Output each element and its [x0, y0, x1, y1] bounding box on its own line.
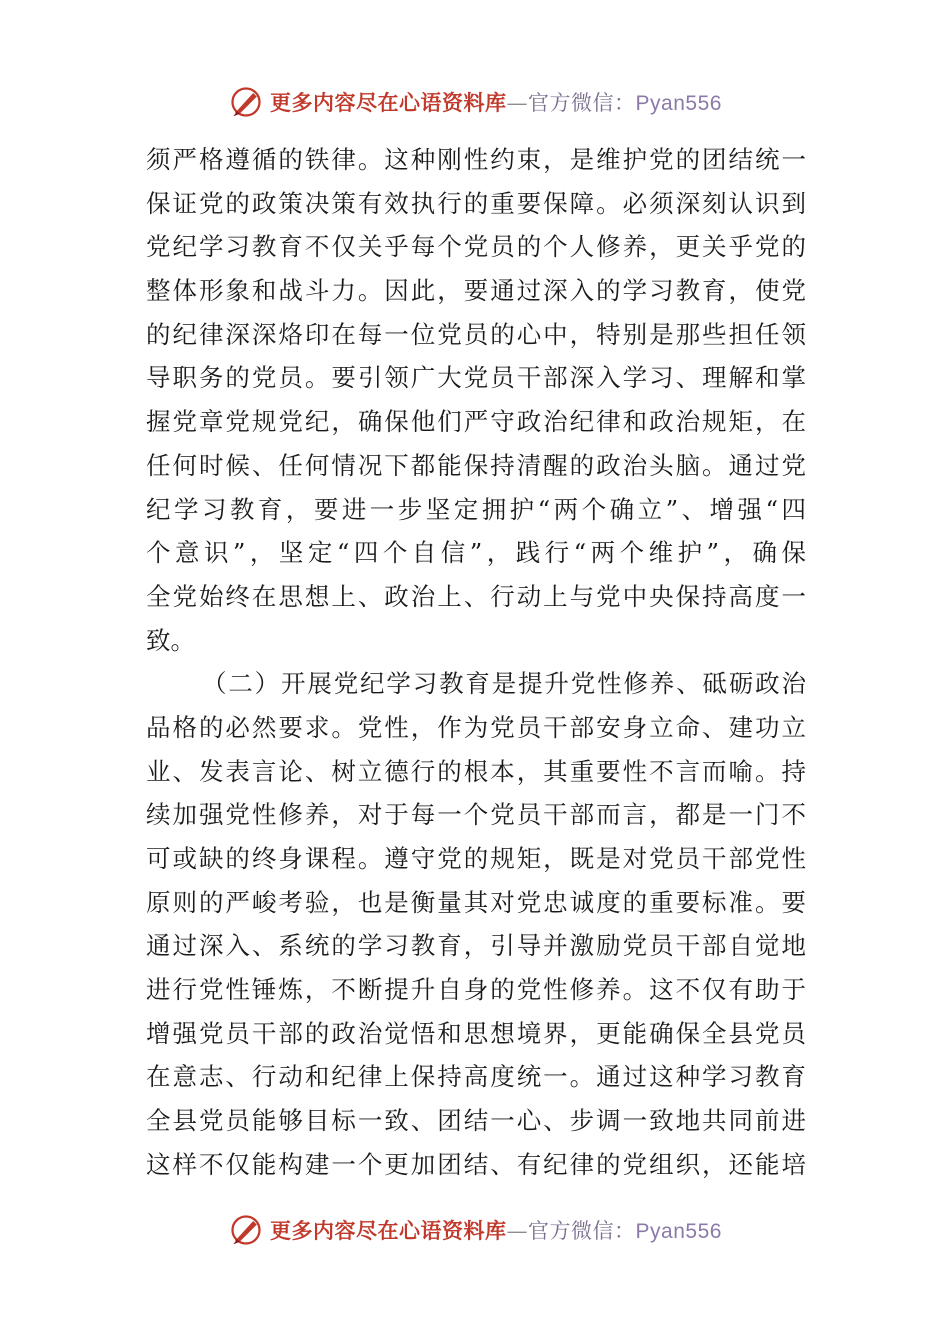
- text-line: 纪学习教育，要进一步坚定拥护“两个确立”、增强“四: [146, 494, 806, 524]
- text-line: 保证党的政策决策有效执行的重要保障。必须深刻认识到: [146, 188, 806, 218]
- paragraph-1: [146, 138, 806, 662]
- text-line: 品格的必然要求。党性，作为党员干部安身立命、建功立: [146, 712, 806, 742]
- watermark-separator: —: [506, 91, 529, 115]
- text-line: 业、发表言论、树立德行的根本，其重要性不言而喻。持: [146, 756, 806, 786]
- watermark-contact-id: Pyan556: [635, 92, 722, 115]
- text-line: 在意志、行动和纪律上保持高度统一。通过这种学习教育: [146, 1062, 806, 1092]
- watermark-contact-label: 官方微信：: [528, 91, 636, 115]
- text-line: 个意识”，坚定“四个自信”，践行“两个维护”，确保: [146, 538, 806, 568]
- text-line: 进行党性锤炼，不断提升自身的党性修养。这不仅有助于: [146, 975, 806, 1005]
- text-line: 党纪学习教育不仅关乎每个党员的个人修养，更关乎党的: [146, 232, 806, 262]
- document-body: [146, 138, 806, 1187]
- watermark-contact-id: Pyan556: [635, 1220, 722, 1243]
- text-line: 任何时候、任何情况下都能保持清醒的政治头脑。通过党: [146, 450, 806, 480]
- pen-logo-icon: [228, 1212, 264, 1248]
- text-line: 增强党员干部的政治觉悟和思想境界，更能确保全县党员: [146, 1018, 806, 1048]
- header-watermark: [0, 82, 950, 122]
- text-line: 全县党员能够目标一致、团结一心、步调一致地共同前进: [146, 1106, 806, 1136]
- text-line: 通过深入、系统的学习教育，引导并激励党员干部自觉地: [146, 931, 806, 961]
- text-line: 原则的严峻考验，也是衡量其对党忠诚度的重要标准。要: [146, 887, 806, 917]
- watermark-contact-label: 官方微信：: [528, 1219, 636, 1243]
- watermark-text: [270, 87, 722, 117]
- watermark-brand: 更多内容尽在心语资料库: [270, 90, 507, 115]
- watermark-text: [270, 1215, 722, 1245]
- watermark-separator: —: [506, 1219, 529, 1243]
- text-line: 握党章党规党纪，确保他们严守政治纪律和政治规矩，在: [146, 407, 806, 437]
- watermark-brand: 更多内容尽在心语资料库: [270, 1218, 507, 1243]
- pen-logo-icon: [228, 84, 264, 120]
- text-line: 的纪律深深烙印在每一位党员的心中，特别是那些担任领: [146, 319, 806, 349]
- text-line: 致。: [146, 625, 195, 655]
- text-line: （二）开展党纪学习教育是提升党性修养、砥砺政治: [202, 669, 806, 699]
- text-line: 全党始终在思想上、政治上、行动上与党中央保持高度一: [146, 581, 806, 611]
- text-line: 可或缺的终身课程。遵守党的规矩，既是对党员干部党性: [146, 844, 806, 873]
- text-line: 导职务的党员。要引领广大党员干部深入学习、理解和掌: [146, 363, 806, 393]
- footer-watermark: [0, 1210, 950, 1250]
- text-line: 须严格遵循的铁律。这种刚性约束，是维护党的团结统一: [146, 145, 806, 174]
- paragraph-2: [146, 662, 806, 1186]
- text-line: 续加强党性修养，对于每一个党员干部而言，都是一门不: [146, 800, 806, 830]
- text-line: 整体形象和战斗力。因此，要通过深入的学习教育，使党: [146, 276, 806, 306]
- text-line: 这样不仅能构建一个更加团结、有纪律的党组织，还能培: [146, 1149, 806, 1179]
